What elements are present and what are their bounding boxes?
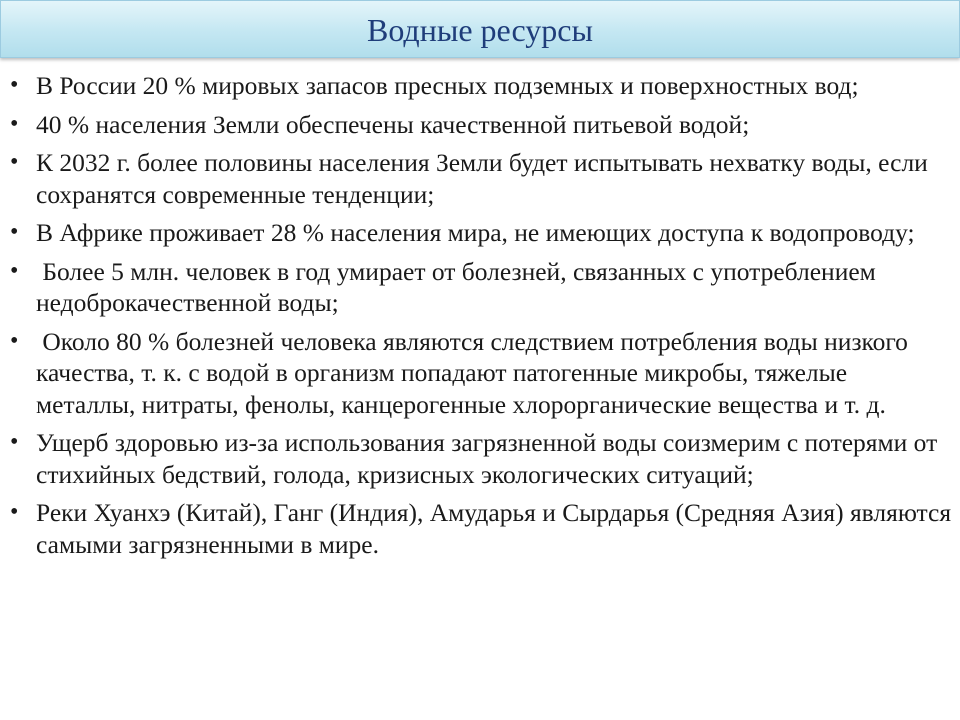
bullet-text: Более 5 млн. человек в год умирает от болезней, связанных с употреблением недоброкачественной воды;: [36, 256, 883, 317]
bullet-dot-icon: •: [10, 257, 19, 284]
bullet-list: [8, 70, 952, 567]
bullet-text: Около 80 % болезней человека являются следствием потребления воды низкого качества, т. к. с водой в организм попадают патогенные микробы, тяжелые металлы, нитраты, фенолы, канцерогенные хлорорганические вещества и т. д.: [36, 326, 915, 419]
bullet-text: Ущерб здоровью из-за использования загрязненной воды соизмерим с потерями от стихийных бедствий, голода, кризисных экологических ситуаций;: [36, 428, 938, 489]
bullet-item: [8, 427, 952, 490]
slide-title: Водные ресурсы: [366, 12, 593, 48]
bullet-item: [8, 109, 952, 141]
bullet-text: В Африке проживает 28 % населения мира, не имеющих доступа к водопроводу;: [36, 218, 915, 247]
bullet-dot-icon: •: [10, 72, 19, 98]
bullet-item: [8, 70, 952, 102]
bullet-item: [8, 147, 952, 210]
bullet-item: [8, 497, 952, 560]
title-bar: [0, 0, 960, 58]
bullet-text: К 2032 г. более половины населения Земли будет испытывать нехватку воды, если сохранятся современные тенденции;: [36, 148, 928, 209]
bullet-text: Реки Хуанхэ (Китай), Ганг (Индия), Амударья и Сырдарья (Средняя Азия) являются самыми загрязненными в мире.: [36, 498, 952, 559]
bullet-dot-icon: •: [10, 499, 19, 525]
bullet-dot-icon: •: [10, 429, 19, 455]
bullet-dot-icon: •: [10, 149, 19, 175]
bullet-dot-icon: •: [10, 327, 19, 354]
bullet-item: [8, 256, 952, 319]
bullet-text: В России 20 % мировых запасов пресных подземных и поверхностных вод;: [36, 71, 859, 100]
bullet-item: [8, 217, 952, 249]
bullet-item: [8, 326, 952, 421]
bullet-dot-icon: •: [10, 110, 19, 137]
bullet-text: 40 % населения Земли обеспечены качественной питьевой водой;: [36, 109, 750, 139]
bullet-dot-icon: •: [10, 219, 19, 245]
